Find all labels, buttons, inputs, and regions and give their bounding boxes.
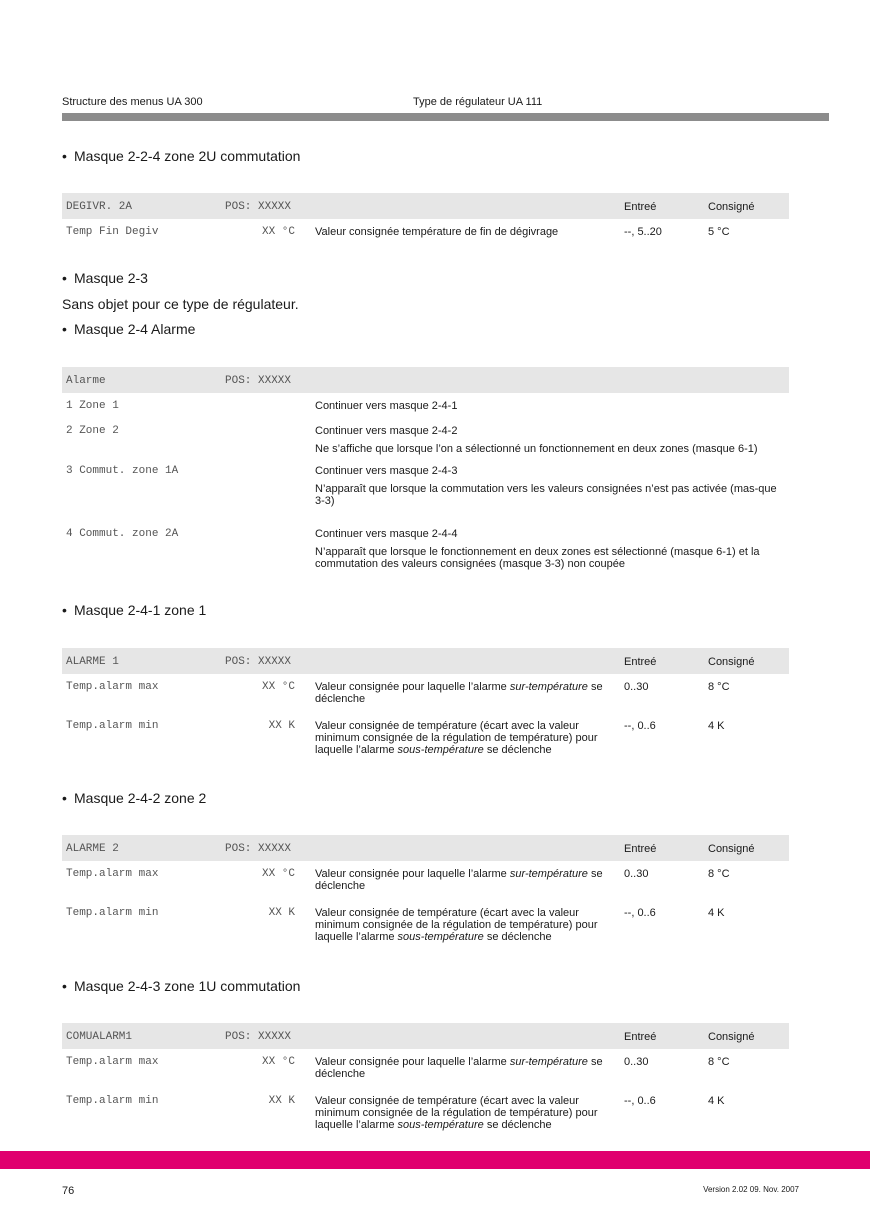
header-center: Type de régulateur UA 111	[413, 96, 543, 108]
menu-note: N’apparaît que lorsque le fonctionnement en deux zones est sélectionné (masque 6-1) et la commutation des valeurs consignées (masque 3-3) non coupée	[315, 546, 760, 570]
menu-entry: 4 Commut. zone 2A	[66, 528, 179, 540]
param-description: Valeur consignée pour laquelle l’alarme sur-température se déclenche	[315, 1056, 603, 1080]
param-value: XX °C	[261, 1056, 295, 1068]
header-left: Structure des menus UA 300	[62, 96, 203, 108]
table-row	[62, 219, 789, 249]
table-row	[62, 1049, 789, 1088]
mask-name: ALARME 1	[66, 656, 119, 668]
entree-header: Entreé	[624, 843, 657, 855]
param-name: Temp.alarm min	[66, 907, 159, 919]
param-entree: 0..30	[624, 1056, 649, 1068]
param-name: Temp.alarm max	[66, 1056, 159, 1068]
param-description: Valeur consignée pour laquelle l’alarme sur-température se déclenche	[315, 868, 603, 892]
entree-header: Entreé	[624, 656, 657, 668]
table-header	[62, 193, 789, 219]
section-heading: • Masque 2-2-4 zone 2U commutation	[62, 148, 301, 164]
menu-note: Ne s’affiche que lorsque l’on a sélectionné un fonctionnement en deux zones (masque 6-1)	[315, 443, 758, 455]
table-row	[62, 713, 789, 763]
param-description: Valeur consignée pour laquelle l’alarme sur-température se déclenche	[315, 681, 603, 705]
param-entree: 0..30	[624, 681, 649, 693]
table-row	[62, 861, 789, 900]
pos-label: POS: XXXXX	[225, 656, 292, 668]
section-heading: • Masque 2-4-3 zone 1U commutation	[62, 978, 301, 994]
version-label: Version 2.02 09. Nov. 2007	[703, 1185, 799, 1194]
paragraph: Sans objet pour ce type de régulateur.	[62, 296, 299, 312]
param-consigne: 4 K	[708, 1095, 725, 1107]
param-value: XX °C	[261, 681, 295, 693]
table-row	[62, 674, 789, 713]
param-consigne: 4 K	[708, 720, 725, 732]
parameter-table	[62, 648, 789, 763]
param-consigne: 8 °C	[708, 868, 730, 880]
param-name: Temp.alarm min	[66, 720, 159, 732]
consigne-header: Consigné	[708, 1031, 755, 1043]
mask-name: COMUALARM1	[66, 1031, 133, 1043]
param-value: XX °C	[261, 226, 295, 238]
param-consigne: 8 °C	[708, 1056, 730, 1068]
entree-header: Entreé	[624, 201, 657, 213]
menu-target: Continuer vers masque 2-4-2 Ne s’affiche que lorsque l’on a sélectionné un fonctionnement en deux zones (masque 6-1)	[315, 425, 785, 455]
param-name: Temp.alarm max	[66, 868, 159, 880]
param-value: XX °C	[261, 868, 295, 880]
table-row	[62, 393, 789, 418]
table-row	[62, 521, 789, 571]
param-entree: 0..30	[624, 868, 649, 880]
table-header	[62, 1023, 789, 1049]
param-value: XX K	[268, 720, 295, 732]
table-header	[62, 648, 789, 674]
param-name: Temp.alarm max	[66, 681, 159, 693]
mask-name: DEGIVR. 2A	[66, 201, 133, 213]
menu-target: Continuer vers masque 2-4-4 N’apparaît que lorsque le fonctionnement en deux zones est sélectionné (masque 6-1) et la commutation des valeurs consignées (masque 3-3) non coupée	[315, 528, 785, 570]
param-description: Valeur consignée de température (écart avec la valeur minimum consignée de la régulation de température) pour laquelle l’alarme sous-température se déclenche	[315, 907, 598, 943]
menu-note: N’apparaît que lorsque la commutation vers les valeurs consignées n’est pas activée (mas-que 3-3)	[315, 483, 777, 507]
table-row	[62, 1088, 789, 1138]
table-row	[62, 458, 789, 521]
param-description: Valeur consignée de température (écart avec la valeur minimum consignée de la régulation de température) pour laquelle l’alarme sous-température se déclenche	[315, 720, 598, 756]
pos-label: POS: XXXXX	[225, 1031, 292, 1043]
parameter-table	[62, 1023, 789, 1138]
section-heading: • Masque 2-4 Alarme	[62, 321, 196, 337]
pos-label: POS: XXXXX	[225, 201, 292, 213]
parameter-table	[62, 193, 789, 249]
section-heading: • Masque 2-3	[62, 270, 148, 286]
table-header	[62, 835, 789, 861]
param-consigne: 8 °C	[708, 681, 730, 693]
param-entree: --, 0..6	[624, 907, 656, 919]
menu-target: Continuer vers masque 2-4-1	[315, 400, 458, 412]
menu-entry: 1 Zone 1	[66, 400, 119, 412]
param-name: Temp Fin Degiv	[66, 226, 159, 238]
pos-label: POS: XXXXX	[225, 843, 292, 855]
param-description: Valeur consignée température de fin de dégivrage	[315, 226, 559, 238]
header-divider	[62, 113, 829, 121]
section-heading: • Masque 2-4-2 zone 2	[62, 790, 207, 806]
section-heading: • Masque 2-4-1 zone 1	[62, 602, 207, 618]
footer-accent-bar	[0, 1151, 870, 1169]
mask-name: Alarme	[66, 375, 106, 387]
menu-target: Continuer vers masque 2-4-3 N’apparaît que lorsque la commutation vers les valeurs consignées n’est pas activée (mas-que 3-3)	[315, 465, 785, 507]
param-value: XX K	[268, 907, 295, 919]
page-number: 76	[62, 1185, 75, 1197]
param-value: XX K	[268, 1095, 295, 1107]
param-entree: --, 0..6	[624, 720, 656, 732]
pos-label: POS: XXXXX	[225, 375, 292, 387]
consigne-header: Consigné	[708, 201, 755, 213]
param-description: Valeur consignée de température (écart avec la valeur minimum consignée de la régulation de température) pour laquelle l’alarme sous-température se déclenche	[315, 1095, 598, 1131]
table-row	[62, 900, 789, 950]
parameter-table	[62, 835, 789, 950]
entree-header: Entreé	[624, 1031, 657, 1043]
menu-entry: 3 Commut. zone 1A	[66, 465, 179, 477]
param-entree: --, 5..20	[624, 226, 662, 238]
consigne-header: Consigné	[708, 843, 755, 855]
param-consigne: 4 K	[708, 907, 725, 919]
menu-table	[62, 367, 789, 571]
table-row	[62, 418, 789, 458]
consigne-header: Consigné	[708, 656, 755, 668]
menu-entry: 2 Zone 2	[66, 425, 119, 437]
param-entree: --, 0..6	[624, 1095, 656, 1107]
param-name: Temp.alarm min	[66, 1095, 159, 1107]
table-header	[62, 367, 789, 393]
param-consigne: 5 °C	[708, 226, 730, 238]
mask-name: ALARME 2	[66, 843, 119, 855]
